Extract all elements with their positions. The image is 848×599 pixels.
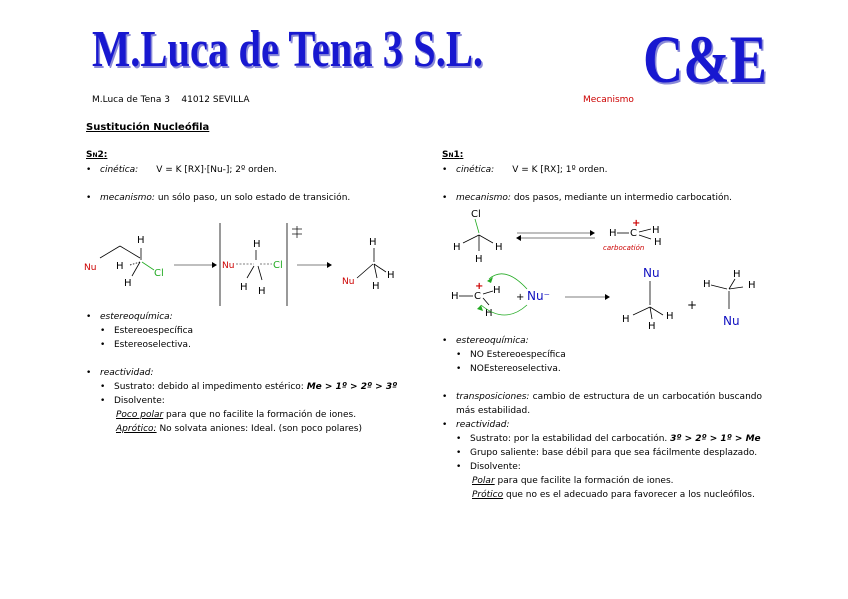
sn1-diagram [445, 205, 775, 335]
sn1-stereo-sub-1: • NO Estereoespecífica [456, 348, 762, 362]
sn2-heading: SN2: [86, 150, 108, 160]
sn1-s2-h3: H [485, 308, 493, 319]
sn2-kinetics [86, 163, 416, 177]
sn1-cat-h3: H [654, 237, 662, 248]
sn2-cl-reactant: Cl [154, 268, 164, 279]
sn1-plus-sign: + [516, 292, 525, 303]
sn1-transp-item: • transposiciones: cambio de estructura de un carbocatión buscando más estabilidad. [442, 390, 762, 418]
sn2-disolvente: • Disolvente: Poco polar para que no facilite la formación de iones. Aprótico: No solvata aniones: Ideal. (son poco polares) [100, 394, 416, 436]
sn2-stereo-item: • estereoquímica: • Estereoespecífica • Estereoselectiva. [86, 310, 416, 352]
brand-logo-text: C&E [643, 21, 767, 97]
sn2-kinetics-item: • cinética: V = K [RX]·[Nu-]; 2º orden. [86, 163, 416, 177]
sn1-prod2-nu: Nu [723, 314, 740, 328]
address: M.Luca de Tena 3 41012 SEVILLA [92, 95, 250, 105]
sn1-stereo-item: • estereoquímica: • NO Estereoespecífica • NOEstereoselectiva. [442, 334, 762, 376]
sn1-prod2-h2: H [733, 269, 741, 280]
sn2-mechanism [86, 191, 416, 205]
sn2-ts-h2: H [240, 282, 248, 293]
sn2-sustrato: • Sustrato: debido al impedimento estérico: Me > 1º > 2º > 3º [100, 380, 416, 394]
sn2-prod-h1: H [369, 237, 377, 248]
sn1-cat-c: C [630, 228, 637, 239]
sn1-reactivity-item: • reactividad: • Sustrato: por la estabilidad del carbocatión. 3º > 2º > 1º > Me • Grupo saliente: base débil para que sea fácilmente desplazado. • Disolvente: Polar para que facilite la formación de iones. Prótico que no es el adecuado para favorecer a los nucleófilos. [442, 418, 762, 502]
sn2-h2: H [116, 261, 124, 272]
page-title: Sustitución Nucleófila [86, 122, 210, 133]
sn1-grupo: • Grupo saliente: base débil para que sea fácilmente desplazado. [456, 446, 762, 460]
sn1-prod-plus: + [687, 298, 698, 312]
sn2-reactivity-item: • reactividad: • Sustrato: debido al impedimento estérico: Me > 1º > 2º > 3º • Disolvente: Poco polar para que no facilite la formación de iones. Aprótico: No solvata aniones: Ideal. (son poco polares) [86, 366, 416, 436]
sn1-kinetics [442, 163, 762, 177]
sn1-stereo [442, 334, 762, 376]
sn1-prod1-h3: H [648, 321, 656, 332]
sn2-nu-reactant: Nu [84, 263, 97, 273]
sn2-column-lower [86, 310, 416, 436]
sn1-transpositions [442, 390, 762, 502]
sn1-cat-plus: + [632, 218, 641, 229]
sn2-diagram [82, 218, 412, 310]
sn1-heading: SN1: [442, 150, 464, 160]
sn1-cl: Cl [471, 209, 481, 220]
sn1-cat-h1: H [609, 228, 617, 239]
sn1-stereo-sub-2: • NOEstereoselectiva. [456, 362, 762, 376]
sn2-reactivity [86, 366, 416, 436]
sn2-ts-h3: H [258, 286, 266, 297]
sn2-prod-h3: H [372, 281, 380, 292]
sn1-nu-minus: Nu⁻ [527, 289, 550, 303]
sn2-ts-h1: H [253, 239, 261, 250]
sn1-s2-h2: H [493, 285, 501, 296]
sn1-prod1-nu: Nu [643, 266, 660, 280]
sn1-column [442, 148, 762, 205]
sn1-s2-h1: H [451, 291, 459, 302]
sn1-h-c: H [475, 254, 483, 265]
sn1-prod1-h1: H [622, 314, 630, 325]
sn1-carbocation-label: carbocatión [603, 244, 645, 252]
company-logo-text: M.Luca de Tena 3 S.L. [92, 21, 484, 78]
sn1-h-b: H [495, 242, 503, 253]
sn2-h3: H [124, 278, 132, 289]
sn2-column [86, 148, 416, 205]
sn2-stereo-sub-2: • Estereoselectiva. [100, 338, 416, 352]
sn2-stereo-sub-1: • Estereoespecífica [100, 324, 416, 338]
sn2-stereo [86, 310, 416, 352]
sn1-s2-c: C [474, 291, 481, 302]
sn2-prod-h2: H [387, 270, 395, 281]
sn2-h1: H [137, 235, 145, 246]
sn1-mechanism [442, 191, 762, 205]
sn1-sustrato: • Sustrato: por la estabilidad del carbocatión. 3º > 2º > 1º > Me [456, 432, 762, 446]
sn1-prod2-h1: H [703, 279, 711, 290]
sn1-h-a: H [453, 242, 461, 253]
sn1-column-lower [442, 334, 762, 502]
sn2-nu-ts: Nu [222, 261, 235, 271]
sn1-s2-plus: + [475, 281, 484, 292]
sn1-disolvente: • Disolvente: Polar para que facilite la formación de iones. Prótico que no es el adecuado para favorecer a los nucleófilos. [456, 460, 762, 502]
sn2-mechanism-item: • mecanismo: un sólo paso, un solo estado de transición. [86, 191, 416, 205]
sn1-prod1-h2: H [666, 311, 674, 322]
sn1-prod2-h3: H [748, 280, 756, 291]
sn2-cl-ts: Cl [273, 260, 283, 271]
sn2-nu-product: Nu [342, 277, 355, 287]
section-label: Mecanismo [583, 95, 634, 105]
sn1-cat-h2: H [652, 225, 660, 236]
sn1-kinetics-item: • cinética: V = K [RX]; 1º orden. [442, 163, 762, 177]
sn1-mechanism-item: • mecanismo: dos pasos, mediante un intermedio carbocatión. [442, 191, 762, 205]
